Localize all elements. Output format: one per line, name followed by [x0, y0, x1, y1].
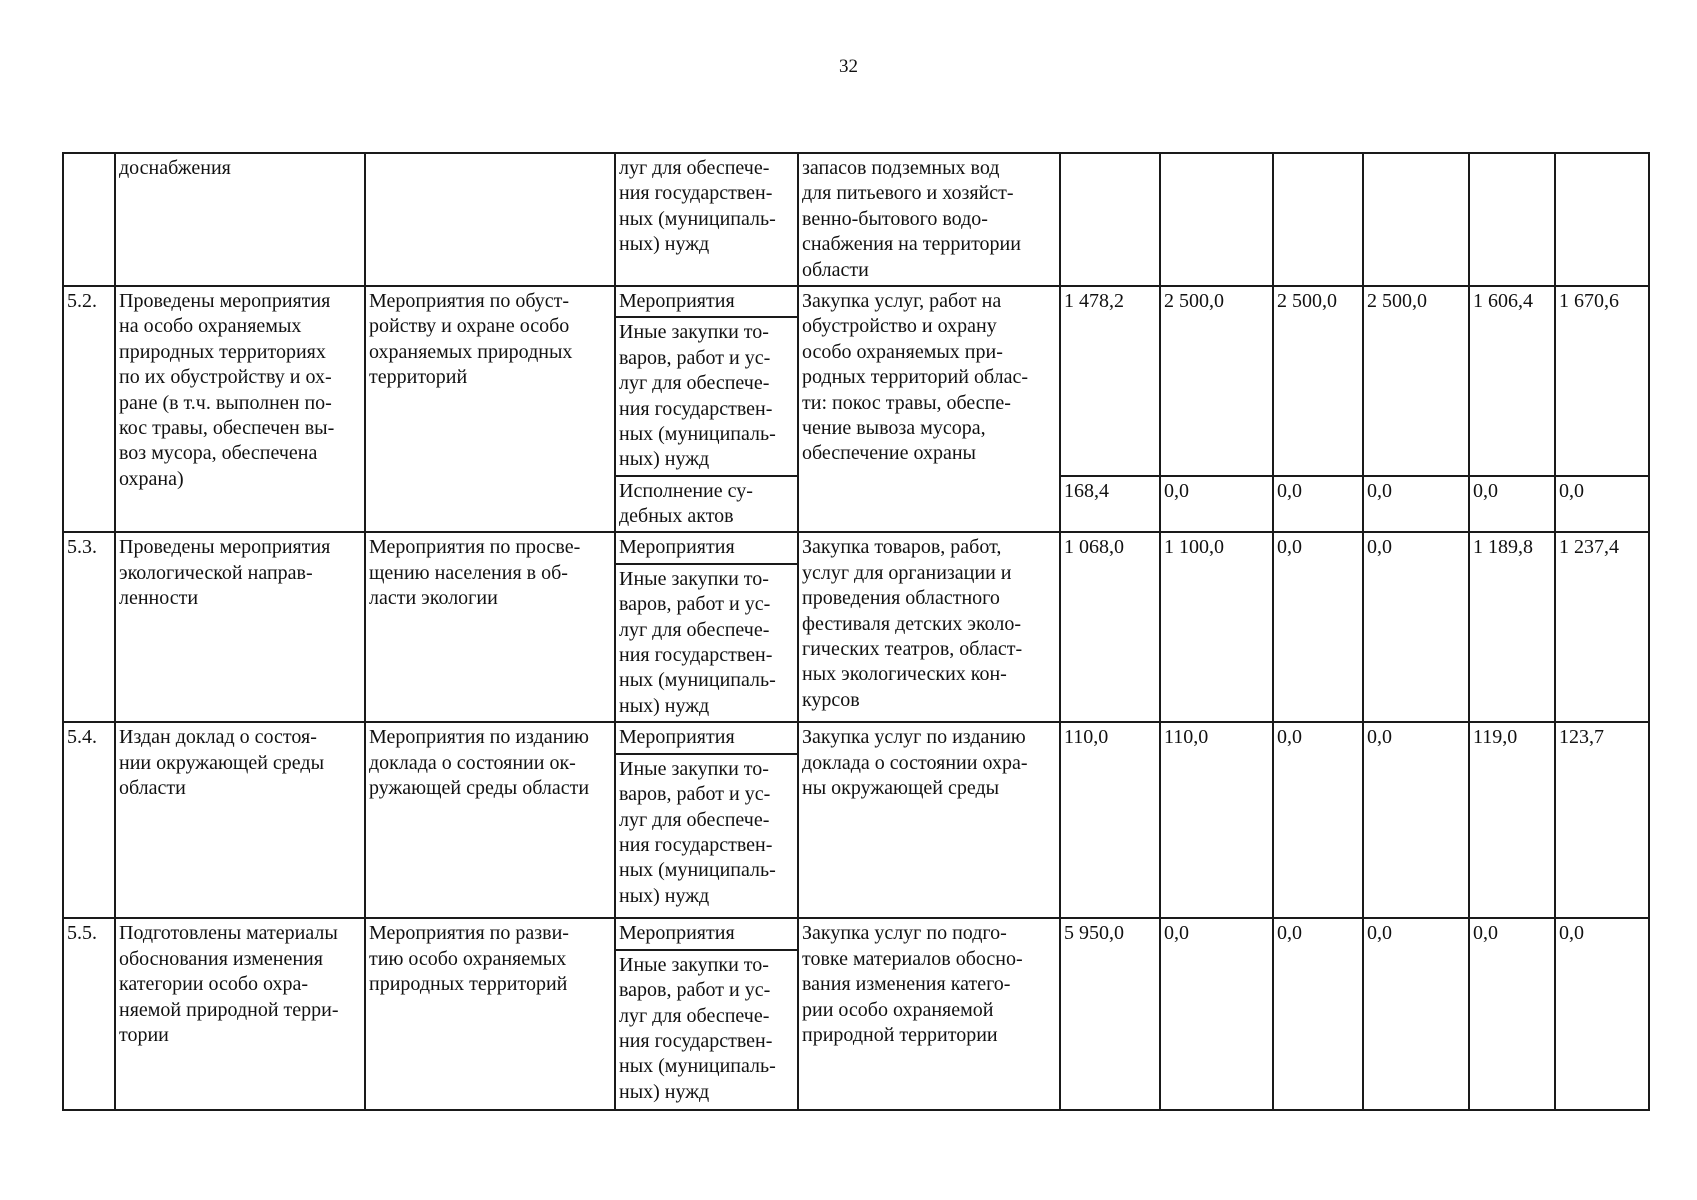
table-row: [63, 918, 1649, 1110]
value-cell: 1 100,0: [1160, 532, 1273, 722]
row-code: 5.4.: [63, 722, 115, 918]
value-cell: 2 500,0: [1273, 286, 1363, 476]
text-line: Мероприятия по обуст-: [369, 289, 570, 312]
text-line: доклада о состоянии охра-: [802, 751, 1028, 774]
value-cell: 1 478,2: [1060, 286, 1160, 476]
text-line: территорий: [369, 366, 468, 389]
text-line: особо охраняемых при-: [802, 340, 1003, 363]
text-line: на особо охраняемых: [119, 315, 302, 338]
description-cell: [798, 153, 1060, 286]
value-cell: 1 189,8: [1469, 532, 1555, 722]
text-line: ных (муниципаль-: [619, 422, 776, 445]
text-line: услуг для организации и: [802, 561, 1012, 584]
text-line: Иные закупки то-: [619, 321, 769, 344]
text-line: чение вывоза мусора,: [802, 416, 986, 439]
text-line: обоснования изменения: [119, 947, 323, 970]
expense-type: [616, 318, 797, 474]
text-line: ния государствен-: [619, 182, 773, 205]
value-cell: [1060, 153, 1160, 286]
text-line: Мероприятия по разви-: [369, 922, 569, 945]
text-line: ны окружающей среды: [802, 777, 1000, 800]
expense-head: Мероприятия: [616, 533, 797, 564]
text-line: запасов подземных вод: [802, 157, 1000, 179]
value-cell: 0,0: [1469, 476, 1555, 533]
text-line: ленности: [119, 587, 199, 610]
text-line: дебных актов: [619, 505, 734, 528]
expense-type: [616, 951, 797, 1107]
text-line: ных) нужд: [619, 694, 710, 717]
text-line: доснабжения: [119, 157, 231, 179]
value-cell: 1 606,4: [1469, 286, 1555, 476]
text-line: природных территориях: [119, 340, 326, 363]
description-cell: [798, 918, 1060, 1110]
text-line: ружающей среды области: [369, 777, 590, 800]
text-line: Подготовлены материалы: [119, 922, 338, 945]
page-number: 32: [839, 56, 858, 77]
value-cell: 5 950,0: [1060, 918, 1160, 1110]
value-cell: 0,0: [1160, 476, 1273, 533]
row-code: 5.2.: [63, 286, 115, 533]
result-cell: [115, 722, 365, 918]
expense-head: Мероприятия: [616, 919, 797, 950]
expense-type-cell: [615, 476, 798, 533]
text-line: Закупка услуг по изданию: [802, 726, 1026, 749]
text-line: ных) нужд: [619, 884, 710, 907]
text-line: гических театров, област-: [802, 638, 1023, 661]
text-line: ных) нужд: [619, 448, 710, 471]
table-row: [63, 153, 1649, 286]
text-line: охраняемых природных: [369, 340, 573, 363]
text-line: Издан доклад о состоя-: [119, 726, 317, 749]
text-line: варов, работ и ус-: [619, 979, 771, 1002]
value-cell: 0,0: [1555, 476, 1649, 533]
text-line: ных экологических кон-: [802, 663, 1007, 686]
text-line: Закупка услуг, работ на: [802, 289, 1002, 312]
text-line: Закупка товаров, работ,: [802, 536, 1002, 559]
activity-cell: [365, 532, 615, 722]
value-cell: 123,7: [1555, 722, 1649, 918]
text-line: ния государствен-: [619, 397, 773, 420]
value-cell: 1 237,4: [1555, 532, 1649, 722]
text-line: обеспечение охраны: [802, 442, 976, 465]
value-cell: 0,0: [1273, 532, 1363, 722]
text-line: луг для обеспече-: [619, 157, 770, 179]
text-line: области: [802, 258, 869, 281]
table-row: [63, 286, 1649, 476]
row-code: [63, 153, 115, 286]
text-line: ния государствен-: [619, 834, 773, 857]
row-code: 5.3.: [63, 532, 115, 722]
description-cell: [798, 532, 1060, 722]
result-cell: [115, 286, 365, 533]
text-line: курсов: [802, 688, 860, 711]
text-line: Проведены мероприятия: [119, 536, 331, 559]
text-line: Мероприятия по изданию: [369, 726, 589, 749]
text-line: родных территорий облас-: [802, 366, 1029, 389]
activity-cell: [365, 918, 615, 1110]
expense-type-cell: [615, 918, 798, 1110]
text-line: Иные закупки то-: [619, 953, 769, 976]
value-cell: 0,0: [1363, 918, 1469, 1110]
value-cell: 1 068,0: [1060, 532, 1160, 722]
text-line: ных) нужд: [619, 233, 710, 256]
value-cell: 168,4: [1060, 476, 1160, 533]
text-line: кос травы, обеспечен вы-: [119, 416, 335, 439]
text-line: ласти экологии: [369, 587, 498, 610]
value-cell: 0,0: [1363, 476, 1469, 533]
text-line: природных территорий: [369, 973, 568, 996]
budget-table: [62, 152, 1650, 1111]
value-cell: 1 670,6: [1555, 286, 1649, 476]
text-line: ных (муниципаль-: [619, 859, 776, 882]
text-line: обустройство и охрану: [802, 315, 997, 338]
value-cell: [1469, 153, 1555, 286]
value-cell: 0,0: [1273, 722, 1363, 918]
expense-head: Мероприятия: [616, 723, 797, 754]
text-line: проведения областного: [802, 587, 1000, 610]
result-cell: [115, 918, 365, 1110]
text-line: Закупка услуг по подго-: [802, 922, 1007, 945]
text-line: Иные закупки то-: [619, 757, 769, 780]
activity-cell: [365, 286, 615, 533]
table-row: [63, 722, 1649, 918]
value-cell: 0,0: [1363, 722, 1469, 918]
value-cell: 119,0: [1469, 722, 1555, 918]
text-line: воз мусора, обеспечена: [119, 442, 318, 465]
text-line: для питьевого и хозяйст-: [802, 182, 1014, 205]
expense-type: [616, 565, 797, 721]
value-cell: 0,0: [1273, 918, 1363, 1110]
text-line: луг для обеспече-: [619, 372, 770, 395]
expense-head: Мероприятия: [616, 287, 797, 318]
value-cell: 0,0: [1273, 476, 1363, 533]
result-cell: [115, 153, 365, 286]
description-cell: [798, 286, 1060, 533]
text-line: вания изменения катего-: [802, 973, 1011, 996]
text-line: Мероприятия по просве-: [369, 536, 581, 559]
result-cell: [115, 532, 365, 722]
text-line: Иные закупки то-: [619, 567, 769, 590]
activity-cell: [365, 153, 615, 286]
text-line: щению населения в об-: [369, 561, 568, 584]
text-line: категории особо охра-: [119, 973, 309, 996]
value-cell: [1160, 153, 1273, 286]
text-line: ных (муниципаль-: [619, 207, 776, 230]
expense-type-cell: [615, 722, 798, 918]
text-line: тию особо охраняемых: [369, 947, 567, 970]
text-line: ных (муниципаль-: [619, 669, 776, 692]
text-line: Проведены мероприятия: [119, 289, 331, 312]
value-cell: 110,0: [1160, 722, 1273, 918]
value-cell: 2 500,0: [1363, 286, 1469, 476]
text-line: товке материалов обосно-: [802, 947, 1023, 970]
text-line: луг для обеспече-: [619, 808, 770, 831]
text-line: фестиваля детских эколо-: [802, 612, 1022, 635]
text-line: ных) нужд: [619, 1080, 710, 1103]
text-line: тории: [119, 1024, 169, 1047]
text-line: ния государствен-: [619, 1030, 773, 1053]
value-cell: 0,0: [1469, 918, 1555, 1110]
value-cell: 0,0: [1555, 918, 1649, 1110]
expense-type: [616, 755, 797, 911]
value-cell: 0,0: [1363, 532, 1469, 722]
text-line: рии особо охраняемой: [802, 998, 994, 1021]
text-line: луг для обеспече-: [619, 1004, 770, 1027]
value-cell: [1555, 153, 1649, 286]
text-line: венно-бытового водо-: [802, 207, 988, 230]
value-cell: 110,0: [1060, 722, 1160, 918]
text-line: луг для обеспече-: [619, 618, 770, 641]
text-line: по их обустройству и ох-: [119, 366, 332, 389]
text-line: нии окружающей среды: [119, 751, 325, 774]
description-cell: [798, 722, 1060, 918]
text-line: варов, работ и ус-: [619, 783, 771, 806]
value-cell: [1363, 153, 1469, 286]
expense-type-cell: [615, 532, 798, 722]
text-line: Исполнение су-: [619, 479, 753, 502]
text-line: охрана): [119, 467, 184, 490]
text-line: ройству и охране особо: [369, 315, 570, 338]
value-cell: [1273, 153, 1363, 286]
text-line: варов, работ и ус-: [619, 593, 771, 616]
value-cell: 0,0: [1160, 918, 1273, 1110]
text-line: ных (муниципаль-: [619, 1055, 776, 1078]
activity-cell: [365, 722, 615, 918]
text-line: области: [119, 777, 186, 800]
value-cell: 2 500,0: [1160, 286, 1273, 476]
expense-type-cell: [615, 286, 798, 476]
text-line: ти: покос травы, обеспе-: [802, 391, 1011, 414]
text-line: ране (в т.ч. выполнен по-: [119, 391, 332, 414]
text-line: снабжения на территории: [802, 233, 1021, 256]
row-code: 5.5.: [63, 918, 115, 1110]
text-line: варов, работ и ус-: [619, 346, 771, 369]
table-row: [63, 532, 1649, 722]
text-line: экологической направ-: [119, 561, 313, 584]
text-line: доклада о состоянии ок-: [369, 751, 576, 774]
expense-type-cell: [615, 153, 798, 286]
text-line: няемой природной терри-: [119, 998, 339, 1021]
text-line: природной территории: [802, 1024, 998, 1047]
text-line: ния государствен-: [619, 644, 773, 667]
